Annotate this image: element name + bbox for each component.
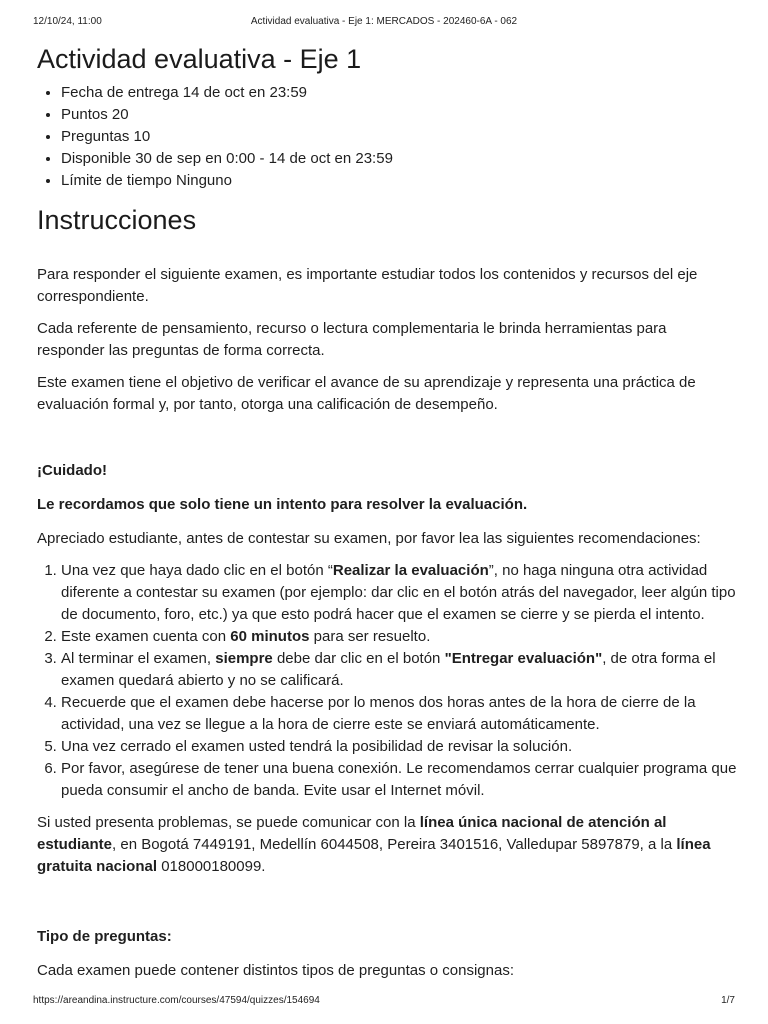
detail-questions: • Preguntas 10 bbox=[61, 126, 737, 148]
instructions-paragraph: Para responder el siguiente examen, es importante estudiar todos los contenidos y recursos del eje correspondiente. bbox=[37, 266, 698, 305]
instructions-paragraph: Cada referente de pensamiento, recurso o lectura complementaria le brinda herramientas para responder las preguntas de forma correcta. bbox=[37, 320, 667, 359]
warning-title: ¡Cuidado! bbox=[37, 462, 107, 479]
recommendation-item: 1. Una vez que haya dado clic en el botón “Realizar la evaluación”, no haga ninguna otra actividad diferente a contestar su examen (por ejemplo: dar clic en el botón atrás del navegador, leer algún tipo de documento, foro, etc.) ya que esto podrá hacer que el examen se cierre y se pierda el intento. bbox=[61, 560, 737, 626]
detail-availability: • Disponible 30 de sep en 0:00 - 14 de oct en 23:59 bbox=[61, 148, 737, 170]
recommendation-item: 5. Una vez cerrado el examen usted tendrá la posibilidad de revisar la solución. bbox=[61, 736, 737, 758]
quiz-content bbox=[37, 42, 737, 982]
page-title: Actividad evaluativa - Eje 1 bbox=[37, 44, 362, 74]
print-url: https://areandina.instructure.com/courses/47594/quizzes/154694 bbox=[33, 995, 320, 1006]
recommendation-item: 4. Recuerde que el examen debe hacerse por lo menos dos horas antes de la hora de cierre de la actividad, una vez se llegue a la hora de cierre este se enviará automáticamente. bbox=[61, 692, 737, 736]
detail-points: • Puntos 20 bbox=[61, 104, 737, 126]
contact-info: Si usted presenta problemas, se puede comunicar con la línea única nacional de atención al estudiante, en Bogotá 7449191, Medellín 6044508, Pereira 3401516, Valledupar 5897879, a la línea gratuita nacional 018000180099. bbox=[37, 814, 711, 875]
recommendations-intro: Apreciado estudiante, antes de contestar su examen, por favor lea las siguientes recomendaciones: bbox=[37, 530, 701, 547]
question-types-intro: Cada examen puede contener distintos tipos de preguntas o consignas: bbox=[37, 962, 514, 979]
quiz-details-list bbox=[37, 82, 737, 192]
instructions-heading: Instrucciones bbox=[37, 205, 197, 235]
print-datetime: 12/10/24, 11:00 bbox=[33, 16, 102, 27]
question-types-heading: Tipo de preguntas: bbox=[37, 928, 172, 945]
print-footer bbox=[33, 995, 735, 1009]
detail-time-limit: • Límite de tiempo Ninguno bbox=[61, 170, 737, 192]
recommendation-item: 3. Al terminar el examen, siempre debe dar clic en el botón "Entregar evaluación", de otra forma el examen quedará abierto y no se calificará. bbox=[61, 648, 737, 692]
detail-due-date: • Fecha de entrega 14 de oct en 23:59 bbox=[61, 82, 737, 104]
page-number: 1/7 bbox=[721, 995, 735, 1006]
print-header bbox=[33, 16, 735, 30]
recommendation-item: 2. Este examen cuenta con 60 minutos para ser resuelto. bbox=[61, 626, 737, 648]
recommendation-item: 6. Por favor, asegúrese de tener una buena conexión. Le recomendamos cerrar cualquier programa que pueda consumir el ancho de banda. Evite usar el Internet móvil. bbox=[61, 758, 737, 802]
print-document-title: Actividad evaluativa - Eje 1: MERCADOS - 202460-6A - 062 bbox=[250, 16, 518, 27]
recommendations-list bbox=[37, 560, 737, 802]
instructions-paragraph: Este examen tiene el objetivo de verificar el avance de su aprendizaje y representa una práctica de evaluación formal y, por tanto, otorga una calificación de desempeño. bbox=[37, 374, 696, 413]
warning-text: Le recordamos que solo tiene un intento para resolver la evaluación. bbox=[37, 496, 528, 513]
